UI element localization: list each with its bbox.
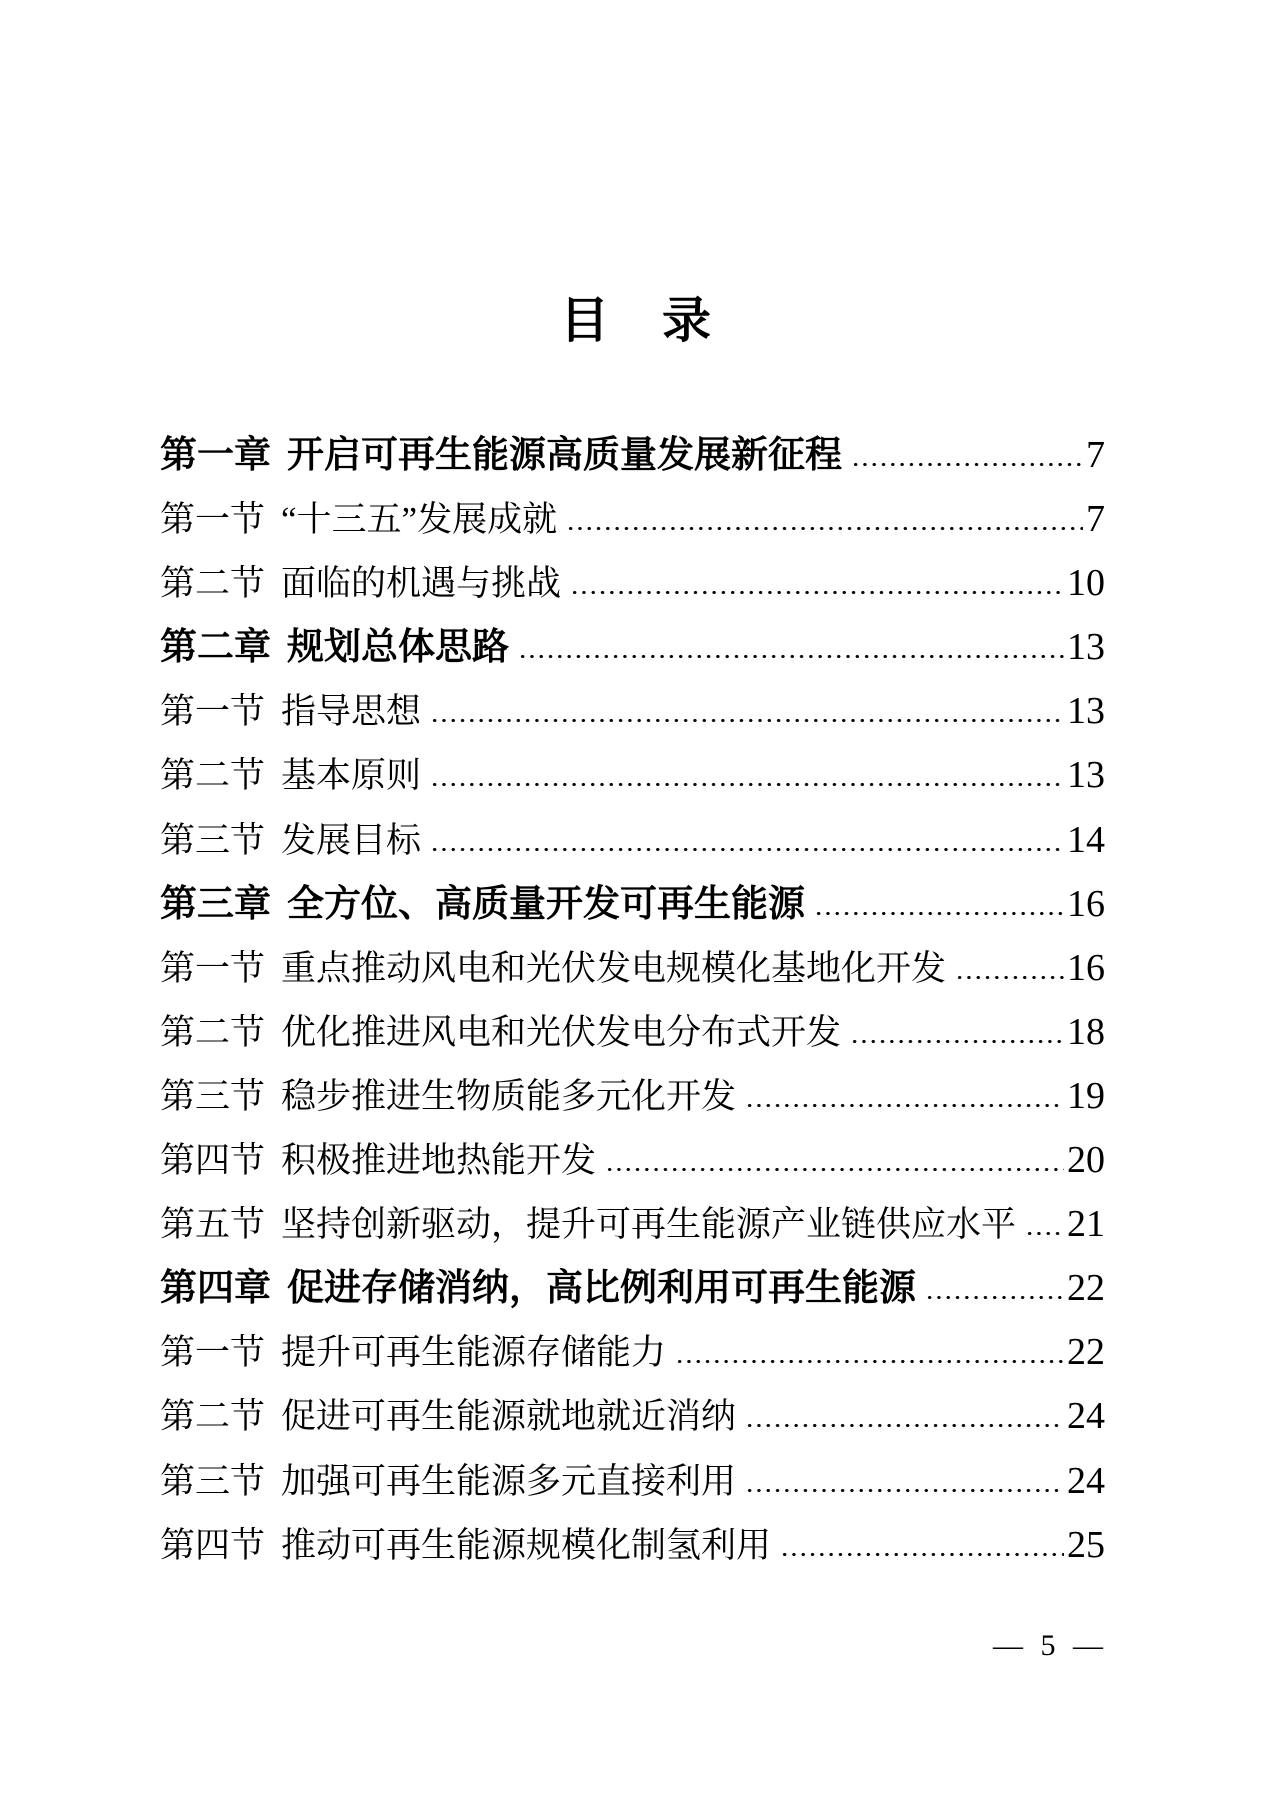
dot-leader [745,1103,1064,1108]
entry-title: 重点推动风电和光伏发电规模化基地化开发 [281,948,947,988]
toc-entry [160,1064,1105,1128]
dot-leader [605,1167,1064,1172]
entry-title: 推动可再生能源规模化制氢利用 [281,1525,772,1565]
entry-label: 第二节 [160,756,266,796]
entry-label: 第三节 [160,1461,266,1501]
entry-page-number: 14 [1067,818,1105,861]
entry-title: 坚持创新驱动，提升可再生能源产业链供应水平 [281,1205,1017,1245]
entry-label: 第二节 [160,564,266,604]
dot-leader [814,911,1064,916]
entry-page-number: 7 [1086,434,1105,476]
toc-entry [160,679,1105,743]
entry-label: 第一章 [160,434,271,475]
dot-leader [745,1423,1064,1428]
dot-leader [780,1552,1064,1557]
entry-page-number: 13 [1067,626,1105,669]
dot-leader [851,462,1083,467]
entry-label: 第五节 [160,1205,266,1245]
entry-title: 优化推进风电和光伏发电分布式开发 [281,1012,842,1052]
dot-leader [570,590,1064,595]
entry-title: 加强可再生能源多元直接利用 [281,1461,737,1501]
entry-page-number: 16 [1067,882,1105,925]
toc-entry [160,1256,1105,1320]
entry-page-number: 7 [1086,498,1105,541]
dot-leader [430,847,1064,852]
toc-entry [160,1449,1105,1513]
entry-title: 指导思想 [281,692,422,732]
entry-page-number: 13 [1067,754,1105,797]
toc-entry [160,1320,1105,1384]
entry-title: 面临的机遇与挑战 [281,564,562,604]
toc-list [160,423,1105,1577]
dot-leader [518,654,1064,659]
dot-leader [850,1039,1064,1044]
dot-leader [925,1295,1064,1300]
entry-label: 第三节 [160,820,266,860]
dot-leader [745,1488,1064,1493]
toc-entry [160,1513,1105,1577]
entry-page-number: 21 [1067,1203,1105,1246]
entry-label: 第一节 [160,1333,266,1373]
toc-entry [160,1000,1105,1064]
entry-label: 第四节 [160,1525,266,1565]
entry-page-number: 18 [1067,1010,1105,1053]
dot-leader [675,1359,1064,1364]
entry-label: 第一节 [160,692,266,732]
dot-leader [566,526,1083,531]
entry-title: 提升可再生能源存储能力 [281,1333,667,1373]
page-title: 目 录 [559,294,713,348]
toc-entry [160,423,1105,487]
entry-label: 第三节 [160,1076,266,1116]
entry-label: 第一节 [160,948,266,988]
toc-entry [160,872,1105,936]
toc-entry [160,936,1105,1000]
entry-label: 第四节 [160,1141,266,1181]
entry-title: 规划总体思路 [287,626,509,668]
toc-entry [160,1128,1105,1192]
entry-page-number: 19 [1067,1074,1105,1117]
entry-label: 第三章 [160,882,271,924]
entry-title: 促进可再生能源就地就近消纳 [281,1397,737,1437]
toc-entry [160,551,1105,615]
entry-page-number: 20 [1067,1139,1105,1182]
toc-entry [160,808,1105,872]
entry-page-number: 16 [1067,946,1105,989]
entry-page-number: 10 [1067,562,1105,605]
toc-entry [160,615,1105,679]
entry-title: 发展目标 [281,820,422,860]
entry-label: 第二节 [160,1012,266,1052]
entry-page-number: 13 [1067,690,1105,733]
entry-page-number: 25 [1067,1523,1105,1566]
dot-leader [430,782,1064,787]
entry-title: “十三五”发展成就 [281,500,558,540]
entry-title: 稳步推进生物质能多元化开发 [281,1076,737,1116]
entry-label: 第四章 [160,1267,271,1309]
entry-title: 基本原则 [281,756,422,796]
dot-leader [1025,1231,1064,1236]
dot-leader [430,718,1064,723]
entry-page-number: 24 [1067,1459,1105,1502]
toc-entry [160,487,1105,551]
entry-title: 促进存储消纳，高比例利用可再生能源 [287,1267,916,1309]
entry-page-number: 24 [1067,1395,1105,1438]
toc-entry [160,1384,1105,1448]
dot-leader [955,975,1064,980]
entry-label: 第二节 [160,1397,266,1437]
entry-label: 第二章 [160,626,271,668]
toc-entry [160,743,1105,807]
entry-title: 全方位、高质量开发可再生能源 [287,882,805,924]
entry-page-number: 22 [1067,1267,1105,1310]
footer-page-number: — 5 — [993,1629,1103,1662]
entry-title: 开启可再生能源高质量发展新征程 [287,434,842,475]
entry-title: 积极推进地热能开发 [281,1141,597,1181]
toc-entry [160,1192,1105,1256]
entry-page-number: 22 [1067,1331,1105,1374]
entry-label: 第一节 [160,500,266,540]
